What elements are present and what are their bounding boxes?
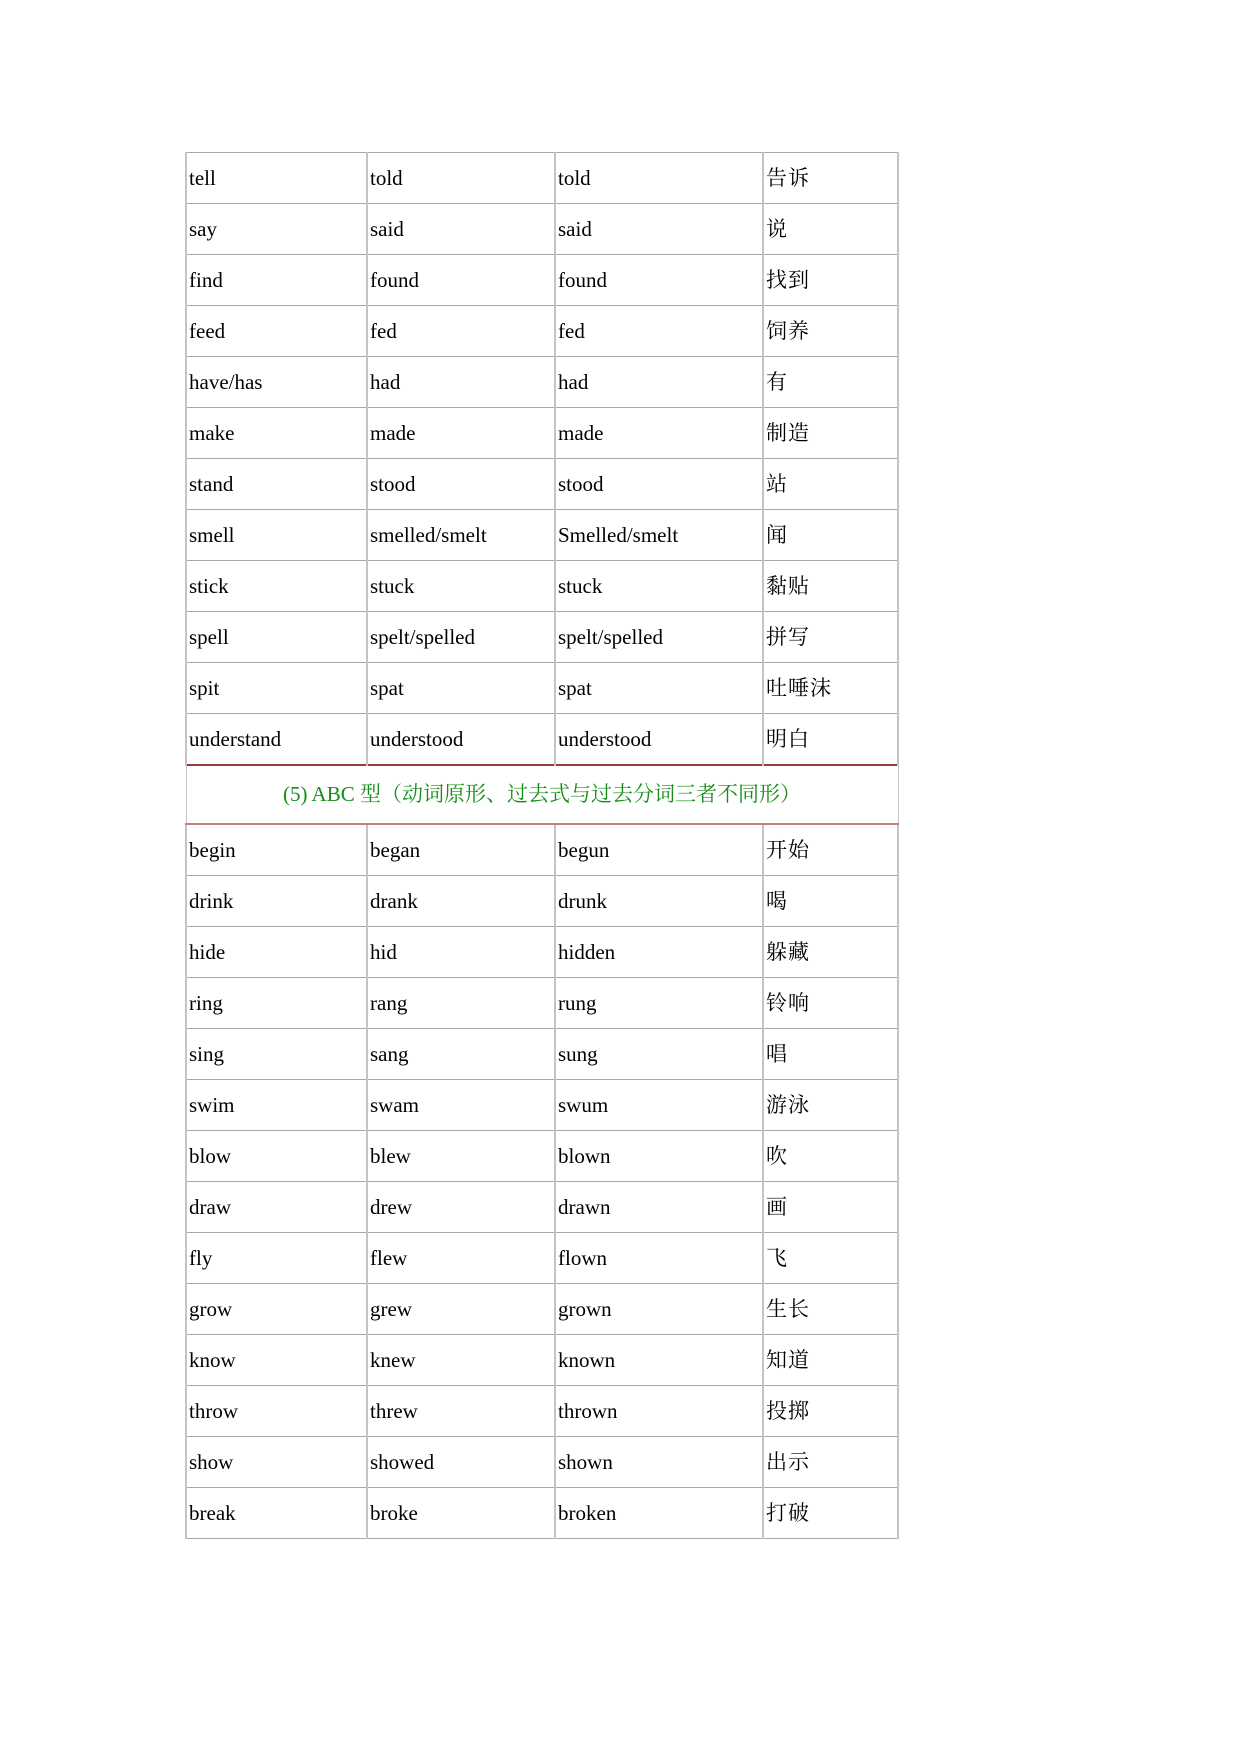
past-participle-cell: said (555, 204, 763, 255)
verb-row (186, 876, 898, 927)
past-participle-cell: spat (555, 663, 763, 714)
base-form-cell: stick (186, 561, 367, 612)
base-form-cell: grow (186, 1284, 367, 1335)
past-tense-cell: fed (367, 306, 555, 357)
past-participle-cell: had (555, 357, 763, 408)
chinese-meaning-cell: 饲养 (763, 306, 898, 357)
chinese-meaning-cell: 明白 (763, 714, 898, 766)
verb-row (186, 927, 898, 978)
verb-row (186, 408, 898, 459)
chinese-meaning-cell: 打破 (763, 1488, 898, 1539)
past-tense-cell: threw (367, 1386, 555, 1437)
chinese-meaning-cell: 投掷 (763, 1386, 898, 1437)
chinese-meaning-cell: 说 (763, 204, 898, 255)
base-form-cell: find (186, 255, 367, 306)
verb-row (186, 153, 898, 204)
base-form-cell: understand (186, 714, 367, 766)
past-tense-cell: swam (367, 1080, 555, 1131)
chinese-meaning-cell: 找到 (763, 255, 898, 306)
past-tense-cell: made (367, 408, 555, 459)
base-form-cell: begin (186, 824, 367, 876)
verb-row (186, 306, 898, 357)
past-participle-cell: grown (555, 1284, 763, 1335)
verb-row (186, 510, 898, 561)
chinese-meaning-cell: 铃响 (763, 978, 898, 1029)
past-participle-cell: thrown (555, 1386, 763, 1437)
past-tense-cell: stuck (367, 561, 555, 612)
chinese-meaning-cell: 游泳 (763, 1080, 898, 1131)
verb-row (186, 1335, 898, 1386)
past-participle-cell: drunk (555, 876, 763, 927)
past-participle-cell: begun (555, 824, 763, 876)
past-tense-cell: began (367, 824, 555, 876)
past-tense-cell: rang (367, 978, 555, 1029)
base-form-cell: fly (186, 1233, 367, 1284)
past-participle-cell: blown (555, 1131, 763, 1182)
verb-row (186, 714, 898, 766)
past-tense-cell: flew (367, 1233, 555, 1284)
section-heading-row (186, 765, 898, 824)
past-tense-cell: said (367, 204, 555, 255)
past-tense-cell: had (367, 357, 555, 408)
base-form-cell: break (186, 1488, 367, 1539)
verb-row (186, 1488, 898, 1539)
past-participle-cell: hidden (555, 927, 763, 978)
base-form-cell: have/has (186, 357, 367, 408)
chinese-meaning-cell: 黏贴 (763, 561, 898, 612)
chinese-meaning-cell: 有 (763, 357, 898, 408)
base-form-cell: sing (186, 1029, 367, 1080)
chinese-meaning-cell: 吹 (763, 1131, 898, 1182)
base-form-cell: hide (186, 927, 367, 978)
verb-row (186, 1386, 898, 1437)
section-heading: (5) ABC 型（动词原形、过去式与过去分词三者不同形） (186, 765, 898, 824)
base-form-cell: smell (186, 510, 367, 561)
past-participle-cell: rung (555, 978, 763, 1029)
verb-row (186, 824, 898, 876)
base-form-cell: drink (186, 876, 367, 927)
past-tense-cell: showed (367, 1437, 555, 1488)
verb-row (186, 978, 898, 1029)
verb-row (186, 1029, 898, 1080)
past-tense-cell: smelled/smelt (367, 510, 555, 561)
base-form-cell: feed (186, 306, 367, 357)
base-form-cell: ring (186, 978, 367, 1029)
verb-row (186, 1182, 898, 1233)
base-form-cell: blow (186, 1131, 367, 1182)
verb-row (186, 255, 898, 306)
verb-table-body (186, 153, 898, 1539)
past-tense-cell: told (367, 153, 555, 204)
verb-row (186, 1080, 898, 1131)
chinese-meaning-cell: 拼写 (763, 612, 898, 663)
base-form-cell: swim (186, 1080, 367, 1131)
chinese-meaning-cell: 出示 (763, 1437, 898, 1488)
past-tense-cell: spat (367, 663, 555, 714)
base-form-cell: spit (186, 663, 367, 714)
past-tense-cell: blew (367, 1131, 555, 1182)
past-participle-cell: stuck (555, 561, 763, 612)
past-participle-cell: stood (555, 459, 763, 510)
past-tense-cell: drew (367, 1182, 555, 1233)
past-participle-cell: told (555, 153, 763, 204)
verb-row (186, 357, 898, 408)
base-form-cell: throw (186, 1386, 367, 1437)
past-tense-cell: knew (367, 1335, 555, 1386)
past-participle-cell: fed (555, 306, 763, 357)
chinese-meaning-cell: 闻 (763, 510, 898, 561)
past-tense-cell: found (367, 255, 555, 306)
chinese-meaning-cell: 站 (763, 459, 898, 510)
verb-row (186, 1437, 898, 1488)
base-form-cell: spell (186, 612, 367, 663)
past-tense-cell: drank (367, 876, 555, 927)
verb-row (186, 1233, 898, 1284)
past-participle-cell: shown (555, 1437, 763, 1488)
past-tense-cell: hid (367, 927, 555, 978)
chinese-meaning-cell: 生长 (763, 1284, 898, 1335)
base-form-cell: say (186, 204, 367, 255)
verb-row (186, 459, 898, 510)
base-form-cell: tell (186, 153, 367, 204)
past-tense-cell: spelt/spelled (367, 612, 555, 663)
verb-row (186, 612, 898, 663)
base-form-cell: make (186, 408, 367, 459)
past-participle-cell: Smelled/smelt (555, 510, 763, 561)
chinese-meaning-cell: 告诉 (763, 153, 898, 204)
verb-row (186, 561, 898, 612)
chinese-meaning-cell: 制造 (763, 408, 898, 459)
verb-row (186, 204, 898, 255)
past-tense-cell: broke (367, 1488, 555, 1539)
past-participle-cell: made (555, 408, 763, 459)
base-form-cell: know (186, 1335, 367, 1386)
base-form-cell: draw (186, 1182, 367, 1233)
past-participle-cell: sung (555, 1029, 763, 1080)
past-tense-cell: sang (367, 1029, 555, 1080)
past-participle-cell: flown (555, 1233, 763, 1284)
verb-table (185, 152, 899, 1539)
base-form-cell: show (186, 1437, 367, 1488)
chinese-meaning-cell: 知道 (763, 1335, 898, 1386)
verb-row (186, 1284, 898, 1335)
past-participle-cell: drawn (555, 1182, 763, 1233)
past-participle-cell: known (555, 1335, 763, 1386)
chinese-meaning-cell: 开始 (763, 824, 898, 876)
past-tense-cell: understood (367, 714, 555, 766)
past-participle-cell: understood (555, 714, 763, 766)
base-form-cell: stand (186, 459, 367, 510)
verb-row (186, 663, 898, 714)
past-tense-cell: stood (367, 459, 555, 510)
past-tense-cell: grew (367, 1284, 555, 1335)
past-participle-cell: found (555, 255, 763, 306)
chinese-meaning-cell: 喝 (763, 876, 898, 927)
chinese-meaning-cell: 唱 (763, 1029, 898, 1080)
chinese-meaning-cell: 吐唾沫 (763, 663, 898, 714)
past-participle-cell: broken (555, 1488, 763, 1539)
chinese-meaning-cell: 躲藏 (763, 927, 898, 978)
past-participle-cell: spelt/spelled (555, 612, 763, 663)
verb-row (186, 1131, 898, 1182)
past-participle-cell: swum (555, 1080, 763, 1131)
chinese-meaning-cell: 飞 (763, 1233, 898, 1284)
chinese-meaning-cell: 画 (763, 1182, 898, 1233)
